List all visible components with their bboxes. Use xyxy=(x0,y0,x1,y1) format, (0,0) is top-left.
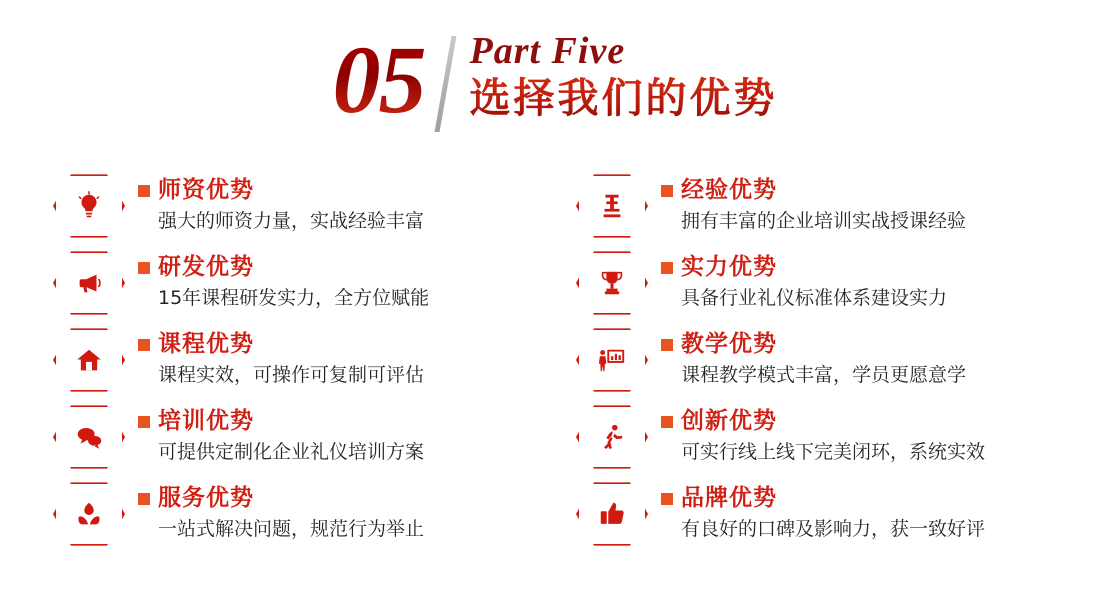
page-title-english: Part Five xyxy=(469,30,626,72)
item-head xyxy=(661,331,966,359)
item-title: 研发优势 xyxy=(158,254,254,281)
bullet-square-icon xyxy=(661,493,673,505)
lightbulb-icon xyxy=(56,176,122,236)
item-description: 具备行业礼仪标准体系建设实力 xyxy=(681,286,948,309)
page-title-chinese: 选择我们的优势 xyxy=(469,73,778,122)
hexagon-frame xyxy=(53,481,125,547)
item-text xyxy=(661,485,985,542)
icon-badge xyxy=(52,401,126,473)
item-text xyxy=(661,331,966,388)
list-item xyxy=(575,324,1110,396)
item-head xyxy=(138,485,424,513)
item-title: 服务优势 xyxy=(158,485,254,512)
hand-plant-icon xyxy=(56,484,122,544)
bullet-square-icon xyxy=(138,339,150,351)
item-description: 一站式解决问题，规范行为举止 xyxy=(158,517,425,540)
list-item xyxy=(52,170,555,242)
item-description: 课程实效，可操作可复制可评估 xyxy=(158,363,425,386)
item-text xyxy=(661,254,947,311)
item-description: 强大的师资力量，实战经验丰富 xyxy=(158,209,425,232)
item-text xyxy=(661,177,966,234)
icon-badge xyxy=(52,247,126,319)
list-item xyxy=(575,478,1110,550)
presentation-icon xyxy=(579,330,645,390)
right-column xyxy=(555,170,1110,550)
icon-badge xyxy=(52,170,126,242)
hexagon-frame xyxy=(53,404,125,470)
item-text xyxy=(138,485,424,542)
bullet-square-icon xyxy=(138,262,150,274)
item-title: 品牌优势 xyxy=(681,485,777,512)
hexagon-frame xyxy=(576,327,648,393)
item-description: 可提供定制化企业礼仪培训方案 xyxy=(158,440,425,463)
icon-badge xyxy=(575,247,649,319)
icon-badge xyxy=(575,170,649,242)
icon-badge xyxy=(52,324,126,396)
hexagon-frame xyxy=(53,250,125,316)
item-text xyxy=(138,331,424,388)
slide-header xyxy=(0,28,1110,138)
bullet-square-icon xyxy=(661,185,673,197)
list-item xyxy=(52,478,555,550)
item-title: 师资优势 xyxy=(158,177,254,204)
icon-badge xyxy=(575,324,649,396)
icon-badge xyxy=(52,478,126,550)
section-number: 05 xyxy=(332,26,425,133)
item-head xyxy=(138,331,424,359)
list-item xyxy=(52,324,555,396)
hexagon-frame xyxy=(576,481,648,547)
hexagon-frame xyxy=(576,404,648,470)
bullet-square-icon xyxy=(661,339,673,351)
bullet-square-icon xyxy=(138,416,150,428)
item-head xyxy=(138,177,424,205)
list-item xyxy=(52,401,555,473)
item-head xyxy=(661,177,966,205)
item-head xyxy=(661,485,985,513)
item-title: 实力优势 xyxy=(681,254,777,281)
item-description: 拥有丰富的企业培训实战授课经验 xyxy=(681,209,967,232)
item-head xyxy=(661,408,985,436)
icon-badge xyxy=(575,401,649,473)
item-title: 经验优势 xyxy=(681,177,777,204)
left-column xyxy=(0,170,555,550)
item-text xyxy=(138,177,424,234)
item-text xyxy=(138,408,424,465)
item-title: 课程优势 xyxy=(158,331,254,358)
item-head xyxy=(661,254,947,282)
item-title: 创新优势 xyxy=(681,408,777,435)
item-description: 可实行线上线下完美闭环，系统实效 xyxy=(681,440,986,463)
hexagon-frame xyxy=(53,173,125,239)
item-head xyxy=(138,408,424,436)
hexagon-frame xyxy=(576,173,648,239)
hexagon-frame xyxy=(53,327,125,393)
item-description: 有良好的口碑及影响力，获一致好评 xyxy=(681,517,986,540)
runner-icon xyxy=(579,407,645,467)
advantages-content xyxy=(0,170,1110,550)
list-item xyxy=(575,247,1110,319)
hexagon-frame xyxy=(576,250,648,316)
header-title-block xyxy=(470,28,778,123)
medal-icon xyxy=(579,176,645,236)
bullet-square-icon xyxy=(661,416,673,428)
list-item xyxy=(575,401,1110,473)
house-icon xyxy=(56,330,122,390)
item-text xyxy=(661,408,985,465)
item-title: 教学优势 xyxy=(681,331,777,358)
megaphone-icon xyxy=(56,253,122,313)
item-text xyxy=(138,254,429,311)
bullet-square-icon xyxy=(138,493,150,505)
trophy-icon xyxy=(579,253,645,313)
bullet-square-icon xyxy=(138,185,150,197)
item-head xyxy=(138,254,429,282)
list-item xyxy=(52,247,555,319)
item-description: 15年课程研发实力，全方位赋能 xyxy=(158,286,430,309)
bullet-square-icon xyxy=(661,262,673,274)
item-description: 课程教学模式丰富，学员更愿意学 xyxy=(681,363,967,386)
speech-bubbles-icon xyxy=(56,407,122,467)
icon-badge xyxy=(575,478,649,550)
list-item xyxy=(575,170,1110,242)
thumbs-up-icon xyxy=(579,484,645,544)
item-title: 培训优势 xyxy=(158,408,254,435)
header-divider xyxy=(434,36,456,132)
